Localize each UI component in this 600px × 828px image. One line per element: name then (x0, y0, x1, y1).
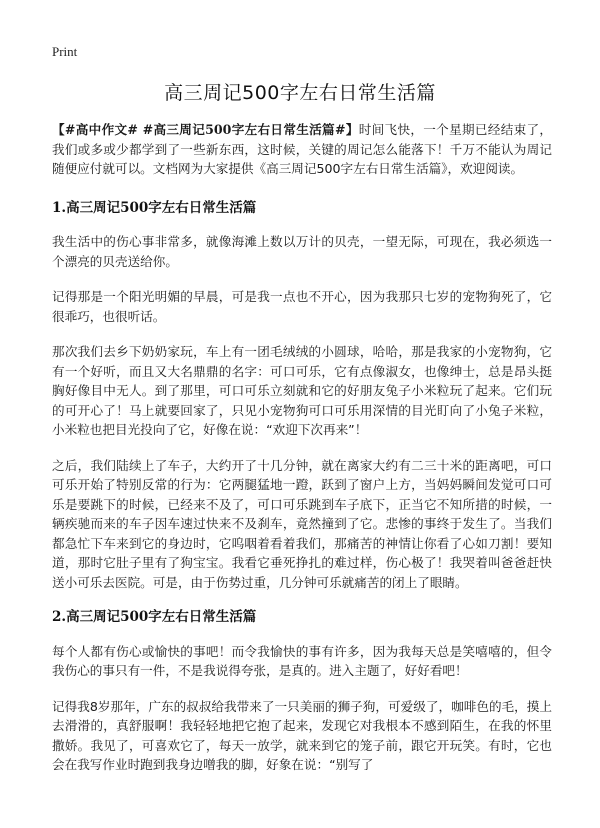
section-1-paragraph-1: 我生活中的伤心事非常多，就像海滩上数以万计的贝壳，一望无际，可现在，我必须选一个漂亮的贝壳送给你。 (52, 234, 552, 269)
intro-tag: 【#高中作文# #高三周记500字左右日常生活篇#】 (52, 122, 359, 137)
section-2 (52, 608, 552, 775)
print-link[interactable]: Print (52, 44, 78, 59)
section-2-paragraph-1: 每个人都有伤心或愉快的事吧！而令我愉快的事有许多，因为我每天总是笑嘻嘻的，但令我伤心的事只有一件，不是我说得夸张，是真的。进入主题了，好好看吧！ (52, 643, 552, 678)
section-1 (52, 199, 552, 593)
page-title: 高三周记500字左右日常生活篇 (164, 82, 436, 104)
section-1-paragraph-3: 那次我们去乡下奶奶家玩，车上有一团毛绒绒的小圆球，哈哈，那是我家的小宠物狗，它有一个好听，而且又大名鼎鼎的名字：可口可乐，它有点像淑女，也像绅士，总是昂头挺胸好像目中无人。到了那里，可口可乐立刻就和它的好朋友兔子小米粒玩了起来。它们玩的可开心了！马上就要回家了，只见小宠物狗可口可乐用深情的目光盯向了小兔子米粒，小米粒也把目光投向了它，好像在说：“欢迎下次再来”！ (52, 344, 552, 437)
intro-text: 时间飞快，一个星期已经结束了，我们或多或少都学到了一些新东西，这时候，关键的周记怎么能落下！千万不能认为周记随便应付就可以。文档网为大家提供《高三周记500字左右日常生活篇》，欢迎阅读。 (52, 122, 552, 176)
section-2-paragraph-2: 记得我8岁那年，广东的叔叔给我带来了一只美丽的狮子狗，可爱级了，咖啡色的毛，摸上去滑滑的，真舒服啊！我轻轻地把它抱了起来，发现它对我根本不感到陌生，在我的怀里撒娇。我见了，可喜欢它了，每天一放学，就来到它的笼子前，跟它开玩笑。有时，它也会在我写作业时跑到我身边噌我的脚，好象在说：“别写了 (52, 698, 552, 772)
section-1-paragraph-4: 之后，我们陆续上了车子，大约开了十几分钟，就在离家大约有二三十米的距离吧，可口可乐开始了特别反常的行为：它两腿猛地一蹬，跃到了窗户上方，当妈妈瞬间发觉可口可乐是要跳下的时候，已经来不及了，可口可乐跳到车子底下，正当它不知所措的时候，一辆疾驰而来的车子因车速过快来不及刹车，竟然撞到了它。悲惨的事终于发生了。当我们都急忙下车来到它的身边时，它呜咽着看着我们，那痛苦的神情让你看了心如刀割！要知道，那时它肚子里有了狗宝宝。我看它垂死挣扎的难过样，伤心极了！我哭着叫爸爸赶快送小可乐去医院。可是，由于伤势过重，几分钟可乐就痛苦的闭上了眼睛。 (52, 457, 552, 590)
section-1-paragraph-2: 记得那是一个阳光明媚的早晨，可是我一点也不开心，因为我那只七岁的宠物狗死了，它很乖巧，也很听话。 (52, 289, 552, 324)
section-heading: 1.高三周记500字左右日常生活篇 (52, 199, 257, 216)
article-body (52, 120, 552, 791)
section-heading: 2.高三周记500字左右日常生活篇 (52, 609, 257, 625)
intro-paragraph (52, 120, 552, 179)
